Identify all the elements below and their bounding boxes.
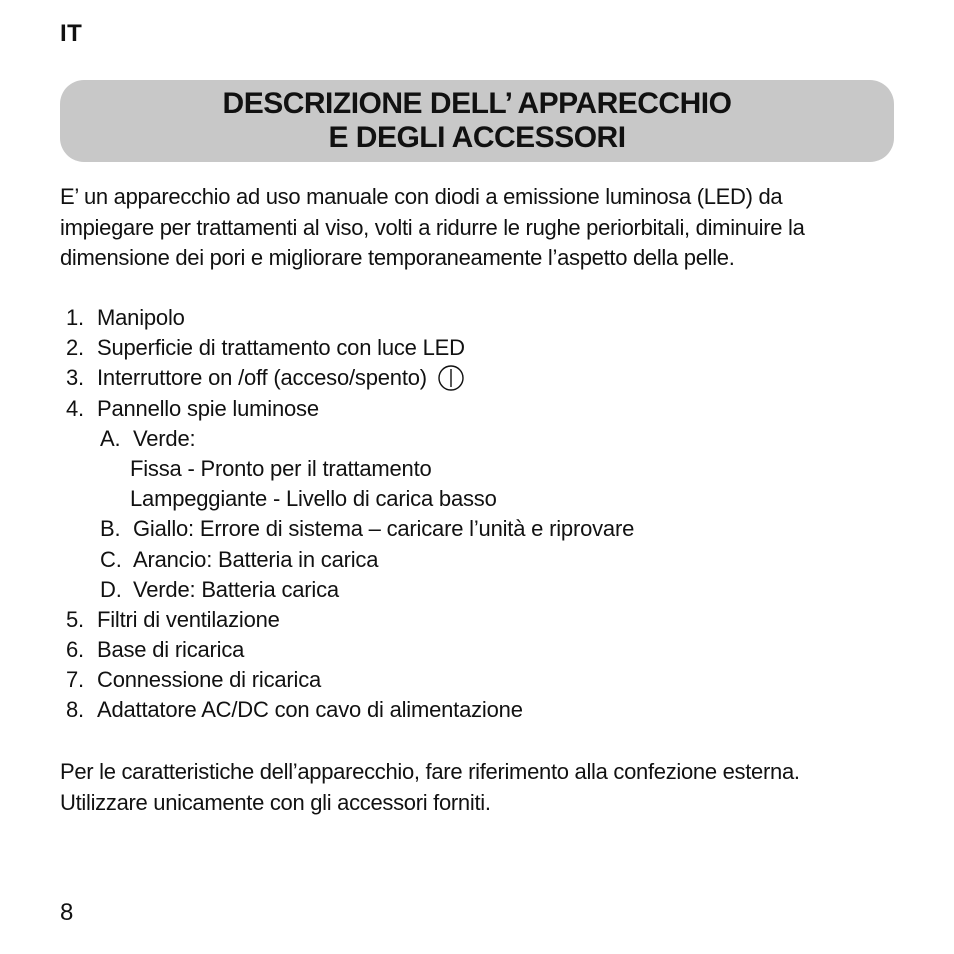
- item-text: Manipolo: [97, 305, 185, 330]
- component-list: [62, 303, 902, 726]
- item-text: Verde:: [133, 425, 196, 451]
- item-number: 6.: [66, 637, 84, 663]
- intro-line: E’ un apparecchio ad uso manuale con diodi a emissione luminosa (LED) da: [60, 184, 783, 209]
- item-text-with-icon: [97, 363, 465, 393]
- list-item: [62, 363, 902, 393]
- list-item: [62, 394, 902, 424]
- closing-line: Utilizzare unicamente con gli accessori forniti.: [60, 789, 491, 815]
- item-text: Giallo: Errore di sistema – caricare l’unità e riprovare: [133, 516, 635, 542]
- item-text: Connessione di ricarica: [97, 667, 322, 693]
- list-item: [62, 303, 902, 333]
- item-text: Base di ricarica: [97, 637, 245, 663]
- item-text: Adattatore AC/DC con cavo di alimentazione: [97, 697, 523, 723]
- sub-list-item: [62, 424, 902, 454]
- intro-line: dimensione dei pori e migliorare temporaneamente l’aspetto della pelle.: [60, 245, 735, 270]
- closing-paragraph: [60, 757, 920, 818]
- closing-line: Per le caratteristiche dell’apparecchio, fare riferimento alla confezione esterna.: [60, 759, 800, 784]
- page-number: 8: [60, 899, 74, 926]
- sub-list-item: [62, 514, 902, 544]
- item-text: Filtri di ventilazione: [97, 606, 280, 632]
- list-item: [62, 605, 902, 635]
- list-item: [62, 635, 902, 665]
- sub-list-item: [62, 545, 902, 575]
- item-text: Fissa - Pronto per il trattamento: [130, 455, 432, 481]
- item-number: 4.: [66, 395, 84, 421]
- intro-line: impiegare per trattamenti al viso, volti a ridurre le rughe periorbitali, diminuire la: [60, 214, 805, 240]
- item-number: 5.: [66, 606, 84, 632]
- item-letter: D.: [100, 576, 122, 602]
- list-item: [62, 695, 902, 725]
- item-number: 7.: [66, 667, 84, 693]
- item-number: 1.: [66, 305, 84, 330]
- item-text: Lampeggiante - Livello di carica basso: [130, 486, 497, 512]
- item-letter: A.: [100, 425, 121, 451]
- item-letter: C.: [100, 546, 122, 572]
- item-letter: B.: [100, 516, 121, 542]
- section-title-box: [60, 80, 894, 162]
- item-text: Verde: Batteria carica: [133, 576, 339, 602]
- item-number: 3.: [66, 365, 84, 391]
- sub-list-item: [62, 575, 902, 605]
- item-text: Arancio: Batteria in carica: [133, 546, 379, 572]
- power-switch-icon: [437, 364, 465, 392]
- language-label: IT: [60, 20, 83, 47]
- sub-list-detail: [62, 484, 902, 514]
- title-line-2: E DEGLI ACCESSORI: [328, 121, 626, 154]
- intro-paragraph: [60, 182, 900, 274]
- list-item: [62, 333, 902, 363]
- title-line-1: DESCRIZIONE DELL’ APPARECCHIO: [222, 87, 732, 120]
- item-text: Interruttore on /off (acceso/spento): [97, 365, 427, 391]
- sub-list-detail: [62, 454, 902, 484]
- item-text: Pannello spie luminose: [97, 395, 319, 421]
- item-text: Superficie di trattamento con luce LED: [97, 335, 465, 361]
- item-number: 8.: [66, 697, 84, 723]
- item-number: 2.: [66, 335, 84, 361]
- list-item: [62, 665, 902, 695]
